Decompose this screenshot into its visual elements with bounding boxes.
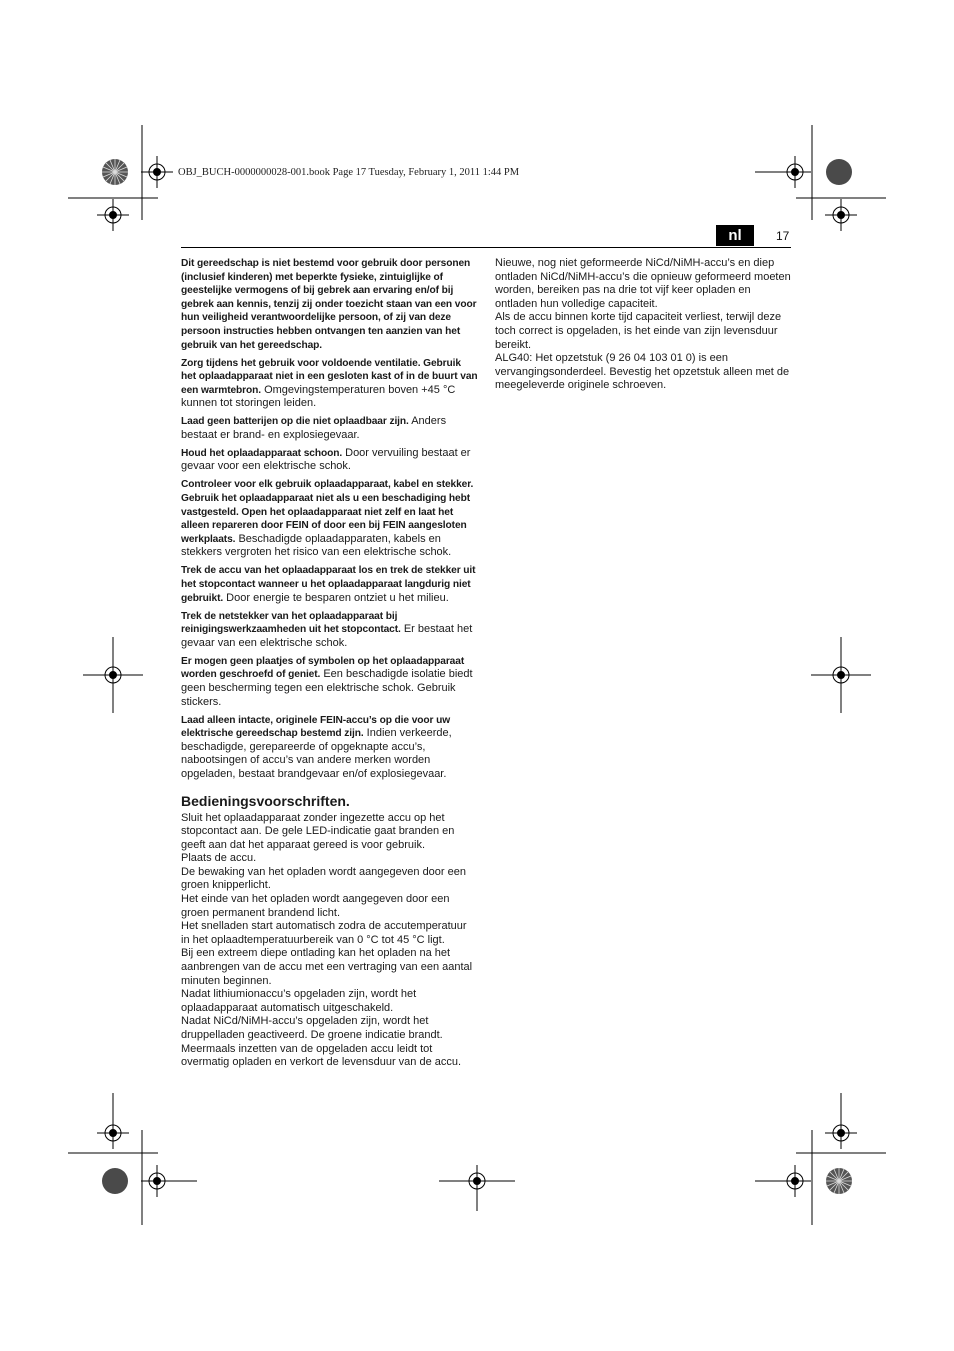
registration-target: [439, 1165, 515, 1211]
safety-paragraph: [181, 447, 478, 474]
file-header: OBJ_BUCH-0000000028-001.book Page 17 Tuesday, February 1, 2011 1:44 PM: [178, 167, 520, 178]
registration-target: [825, 1093, 857, 1149]
operating-paragraph: Nadat lithiumionaccu’s opgeladen zijn, wordt het oplaadapparaat automatisch uitgeschakeld.: [181, 988, 417, 1014]
operating-paragraph: Het snelladen start automatisch zodra de accutemperatuur in het oplaadtemperatuurbereik van 0 °C tot 45 °C ligt.: [181, 920, 467, 946]
registration-target: [755, 156, 811, 188]
safety-bold: Laad geen batterijen op die niet oplaadbaar zijn.: [181, 416, 409, 428]
safety-paragraph: [181, 415, 478, 442]
operating-paragraph: Sluit het oplaadapparaat zonder ingezette accu op het stopcontact aan. De gele LED-indicatie gaat branden en geeft aan dat het apparaat gereed is voor gebruik.: [181, 811, 455, 851]
right-column: [495, 257, 791, 393]
safety-text: Omgevingstemperaturen boven +45 °C kunnen tot storingen leiden.: [181, 383, 456, 410]
star-target: [826, 1168, 852, 1194]
registration-target: [97, 1093, 129, 1149]
safety-paragraph: [181, 610, 478, 651]
safety-bold: Dit gereedschap is niet bestemd voor gebruik door personen (inclusief kinderen) met beperkte fysieke, zintuiglijke of geestelijke vermogens of bij gebrek aan ervaring en/of bij gebrek aan kennis, tenzij zij onder toezicht staan van een voor hun veiligheid verantwoordelijke persoon, of zij van deze persoon instructies hebben ontvangen ten aanzien van het gebruik van het gereedschap.: [181, 258, 477, 351]
section-heading: Bedieningsvoorschriften.: [181, 792, 350, 809]
safety-bold: Controleer voor elk gebruik oplaadapparaat, kabel en stekker. Gebruik het oplaadapparaat niet als u een beschadiging hebt vastgesteld. Open het oplaadapparaat niet zelf en laat het alleen repareren door FEIN of door een bij FEIN aangesloten werkplaats.: [181, 479, 474, 545]
safety-text: Door vervuiling bestaat er gevaar voor een elektrische schok.: [181, 446, 471, 473]
operating-paragraph: Plaats de accu.: [181, 852, 257, 865]
header-rule: [181, 247, 791, 248]
language-badge: nl: [716, 225, 754, 246]
registration-target: [97, 199, 129, 231]
safety-text: Anders bestaat er brand- en explosiegevaar.: [181, 415, 447, 441]
registration-target: [83, 637, 143, 713]
operating-paragraph: De bewaking van het opladen wordt aangegeven door een groen knipperlicht.: [181, 865, 466, 892]
right-paragraph: ALG40: Het opzetstuk (9 26 04 103 01 0) is een vervangingsonderdeel. Bevestig het opzetstuk alleen met de meegeleverde originele schroeven.: [495, 352, 790, 392]
gray-target: [826, 159, 852, 185]
safety-text: Indien verkeerde, beschadigde, gerepareerde of opgeknapte accu’s, nabootsingen of accu’s van andere merken worden opgeladen, bestaat brandgevaar en/of explosiegevaar.: [181, 727, 452, 780]
gray-target: [102, 1168, 128, 1194]
registration-target: [811, 637, 871, 713]
page-number: 17: [776, 229, 790, 243]
safety-paragraph: [181, 655, 478, 709]
right-paragraph: Nieuwe, nog niet geformeerde NiCd/NiMH-accu’s en diep ontladen NiCd/NiMH-accu’s die opnieuw geformeerd moeten worden, bereiken pas na drie tot vijf keer opladen en ontladen hun volledige capaciteit.: [495, 257, 791, 310]
registration-target: [141, 1165, 197, 1197]
left-column: [181, 257, 478, 1070]
safety-paragraph: [181, 257, 478, 352]
safety-text: Een beschadigde isolatie biedt geen bescherming tegen een elektrische schok. Gebruik stickers.: [181, 668, 473, 708]
safety-text: Door energie te besparen ontziet u het milieu.: [223, 591, 449, 604]
operating-paragraph: Bij een extreem diepe ontlading kan het opladen na het aanbrengen van de accu met een vertraging van een aantal minuten beginnen.: [181, 947, 473, 987]
star-target: [102, 159, 128, 185]
safety-text: Beschadigde oplaadapparaten, kabels en stekkers vergroten het risico van een elektrische schok.: [181, 532, 452, 559]
safety-paragraph: [181, 357, 478, 411]
registration-target: [755, 1165, 811, 1197]
registration-target: [141, 156, 173, 188]
right-paragraph: Als de accu binnen korte tijd capaciteit verliest, terwijl deze toch correct is opgeladen, is het einde van zijn levensduur bereikt.: [495, 311, 782, 351]
registration-target: [825, 199, 857, 231]
safety-bold: Zorg tijdens het gebruik voor voldoende ventilatie. Gebruik het oplaadapparaat niet in een gesloten kast of in de buurt van een warmtebron.: [181, 357, 478, 396]
safety-paragraph: [181, 714, 478, 782]
operating-paragraph: Nadat NiCd/NiMH-accu’s opgeladen zijn, wordt het druppelladen geactiveerd. De groene indicatie brandt.: [181, 1015, 443, 1041]
safety-paragraph: [181, 564, 478, 605]
operating-paragraph: Meermaals inzetten van de opgeladen accu leidt tot overmatig opladen en verkort de levensduur van de accu.: [181, 1042, 462, 1069]
safety-bold: Houd het oplaadapparaat schoon.: [181, 447, 343, 459]
safety-bold: Trek de accu van het oplaadapparaat los en trek de stekker uit het stopcontact wanneer u het oplaadapparaat langdurig niet gebruikt.: [181, 565, 476, 604]
safety-paragraph: [181, 478, 478, 560]
safety-bold: Er mogen geen plaatjes of symbolen op het oplaadapparaat worden geschroefd of geniet.: [181, 655, 465, 681]
safety-bold: Laad alleen intacte, originele FEIN-accu’s op die voor uw elektrische gereedschap bestemd zijn.: [181, 714, 451, 740]
safety-bold: Trek de netstekker van het oplaadapparaat bij reinigingswerkzaamheden uit het stopcontact.: [181, 610, 401, 636]
operating-paragraph: Het einde van het opladen wordt aangegeven door een groen permanent brandend licht.: [181, 893, 450, 919]
safety-text: Er bestaat het gevaar van een elektrische schok.: [181, 623, 473, 649]
